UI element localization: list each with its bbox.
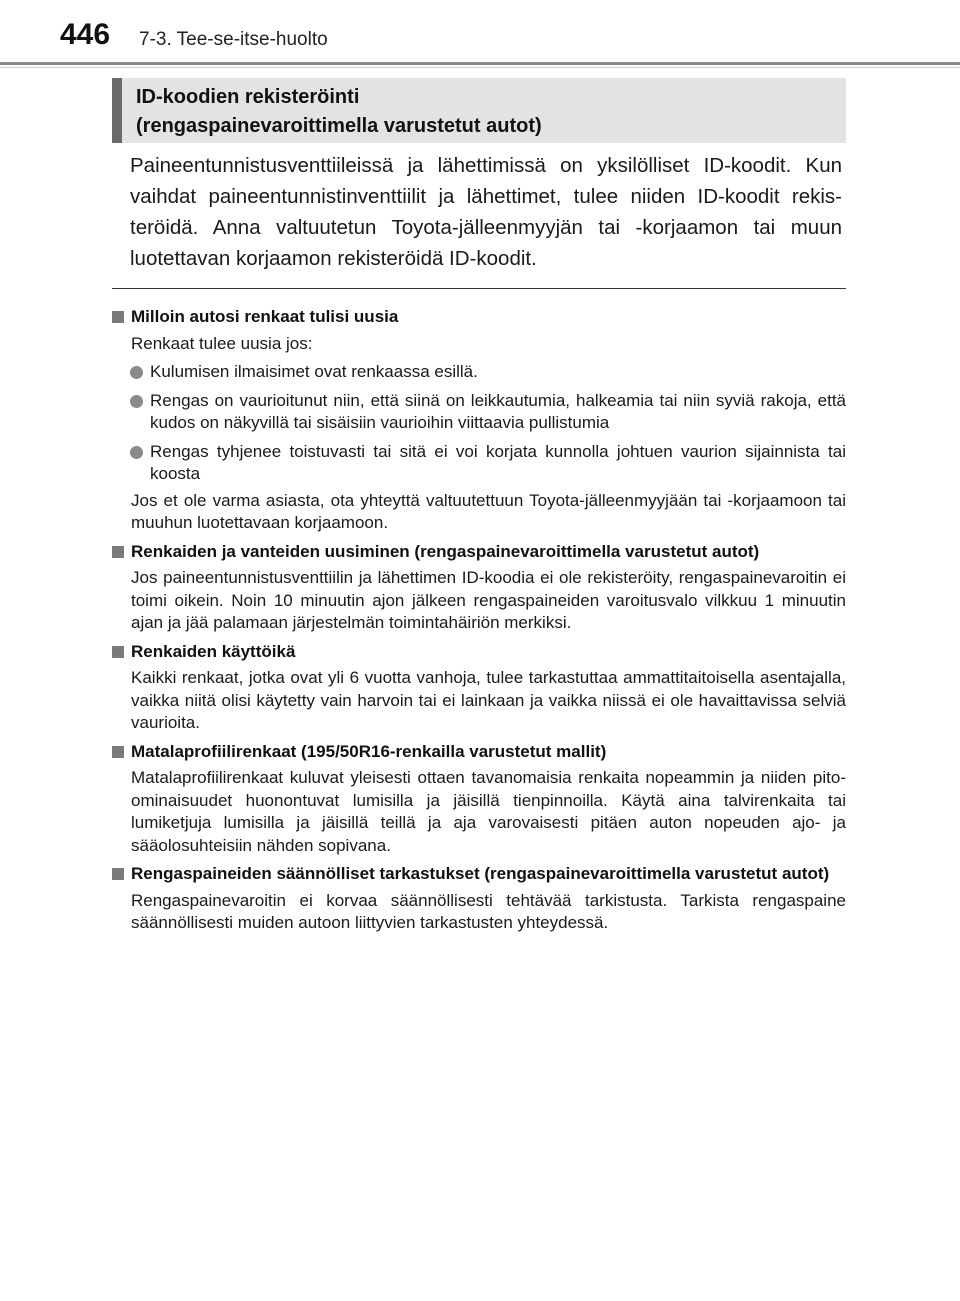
section-tail: Jos et ole varma asiasta, ota yhteyttä valtuutettuun Toyota-jälleenmyyjään tai -korjaamoon tai muuhun luotettavaan korjaamoon.	[131, 490, 846, 532]
id-registration-heading-box	[112, 78, 846, 143]
section-lead: Renkaat tulee uusia jos:	[131, 333, 313, 353]
chapter-title: 7-3. Tee-se-itse-huolto	[139, 29, 328, 50]
heading-text: Renkaiden ja vanteiden uusiminen (rengaspainevaroittimella varustetut autot)	[131, 541, 760, 561]
heading-text: Renkaiden käyttöikä	[131, 641, 296, 661]
square-bullet-icon	[112, 646, 124, 658]
header-rule	[0, 62, 960, 65]
heading-text: Rengaspaineiden säännölliset tarkastukset (rengaspainevaroittimella varustetut autot)	[131, 864, 830, 883]
section-heading-low-profile-tires	[112, 741, 846, 764]
circle-bullet-icon	[130, 366, 143, 379]
list-item-text: Rengas tyhjenee toistuvasti tai sitä ei voi korjata kunnolla johtuen vaurion sijainnista tai koosta	[150, 441, 846, 483]
section-divider	[112, 288, 846, 289]
circle-bullet-icon	[130, 446, 143, 459]
square-bullet-icon	[112, 868, 124, 880]
list-item	[112, 390, 846, 435]
square-bullet-icon	[112, 546, 124, 558]
list-item-text: Rengas on vaurioitunut niin, että siinä on leikkautumia, halkeamia tai niin syviä rakoja, että kudos on näkyvillä tai sisäisiin vaurioihin viittaavia pullistumia	[150, 390, 846, 432]
section-heading-tire-lifespan	[112, 641, 846, 664]
list-item	[112, 361, 846, 384]
id-box-subtitle: (rengaspainevaroittimella varustetut autot)	[136, 115, 542, 137]
page-number: 446	[60, 18, 111, 51]
list-item-text: Kulumisen ilmaisimet ovat renkaassa esillä.	[150, 362, 478, 381]
section-body: Rengaspainevaroitin ei korvaa säännöllisesti tehtävää tarkistusta. Tarkista rengaspaine säännöllisesti muiden autoon liittyvien tarkastusten yhteydessä.	[131, 890, 846, 932]
section-body: Jos paineentunnistusventtiilin ja lähettimen ID-koodia ei ole rekisteröity, rengaspainevaroitin ei toimi oikein. Noin 10 minuutin ajon jälkeen rengaspaineiden varoitusvalo vilkkuu 1 minuutin ajan ja jää palamaan järjestelmän toimintahäiriön merkiksi.	[131, 568, 846, 632]
heading-text: Milloin autosi renkaat tulisi uusia	[131, 307, 399, 326]
section-heading-wheel-replacement	[112, 541, 846, 564]
intro-paragraph: Paineentunnistusventtiileissä ja lähettimissä on yksilölliset ID-koodit. Kun vaihdat paineentunnistinventtiilit ja lähettimet, tulee niiden ID-koodit rekisteröidä. Anna valtuutetun Toyota-jälleenmyyjän tai -korjaamon tai muun luotettavan korjaamon rekisteröidä ID-koodit.	[130, 154, 842, 270]
square-bullet-icon	[112, 311, 124, 323]
circle-bullet-icon	[130, 395, 143, 408]
notes-section	[112, 300, 846, 935]
section-heading-pressure-checks	[112, 863, 846, 886]
square-bullet-icon	[112, 746, 124, 758]
id-box-title: ID-koodien rekisteröinti	[136, 86, 360, 108]
section-heading-tire-replacement	[112, 306, 846, 329]
section-body: Matalaprofiilirenkaat kuluvat yleisesti ottaen tavanomaisia renkaita nopeammin ja niiden pito-ominaisuudet huonontuvat lumisilla ja jäisillä tienpinnoilla. Käytä aina talvirenkaita tai lumiketjuja lumisilla ja jäisillä teillä ja aja varovaisesti pitäen auton nopeuden ajo- ja sääolosuhteisiin nähden sopivana.	[131, 768, 846, 855]
heading-text: Matalaprofiilirenkaat (195/50R16-renkailla varustetut mallit)	[131, 741, 607, 761]
list-item	[112, 441, 846, 486]
section-body: Kaikki renkaat, jotka ovat yli 6 vuotta vanhoja, tulee tarkastuttaa ammattitaitoisella asentajalla, vaikka niitä olisi käytetty vain harvoin tai ei lainkaan ja vaikka niissä ei ole havaittavissa selviä vaurioita.	[131, 668, 846, 732]
